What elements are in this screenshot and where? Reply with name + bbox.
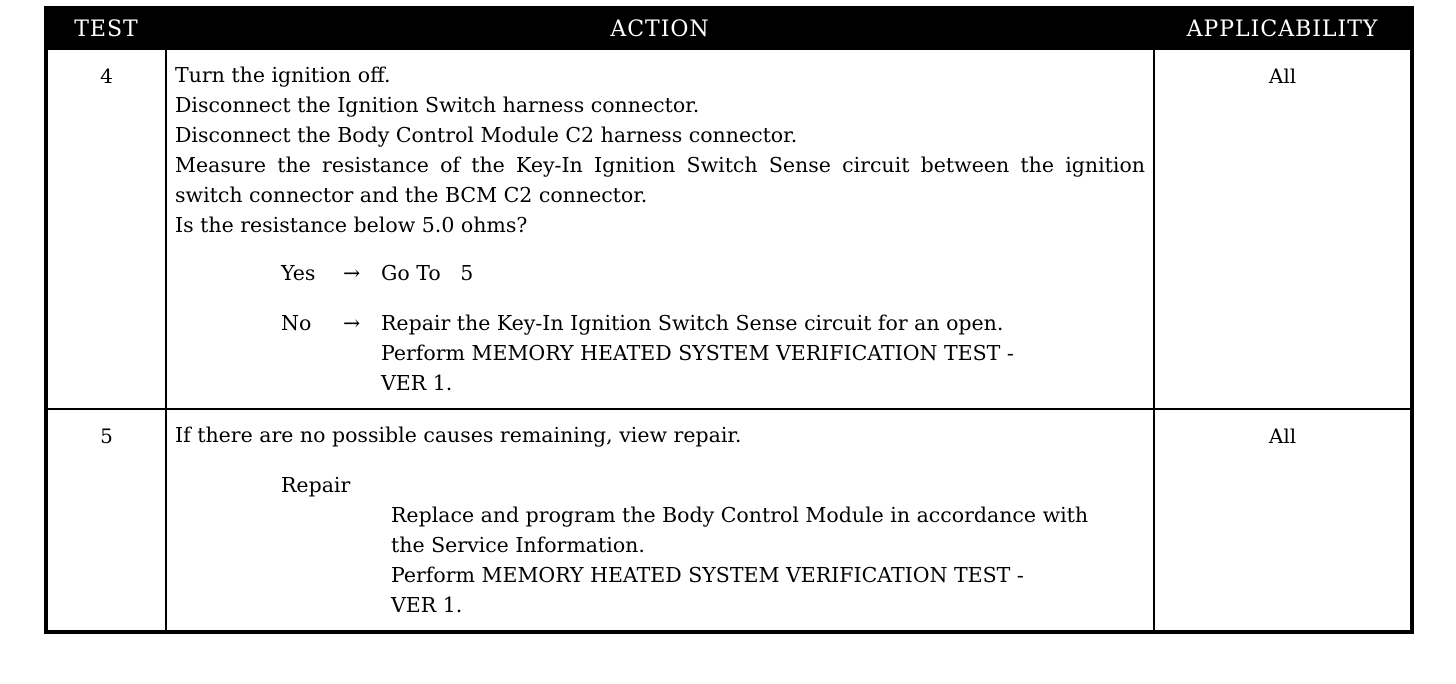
option-no [281,308,1145,398]
option-label: No [281,311,312,335]
applicability-value: All [1154,409,1412,632]
action-step: If there are no possible causes remaining, view repair. [175,423,742,447]
action-cell [166,409,1154,632]
action-step: Turn the ignition off. [175,63,391,87]
applicability-value: All [1154,49,1412,409]
option-label: Yes [281,261,316,285]
test-number: 4 [46,49,166,409]
repair-line: VER 1. [391,593,463,617]
column-header-action: ACTION [166,8,1154,49]
option-result-line: Go To 5 [381,261,474,285]
test-number: 5 [46,409,166,632]
action-step: Disconnect the Body Control Module C2 harness connector. [175,123,798,147]
action-step: Disconnect the Ignition Switch harness connector. [175,93,700,117]
table-row-test-5 [46,409,1412,632]
table-row-test-4 [46,49,1412,409]
diagnostic-test-table [44,6,1414,634]
repair-line: Replace and program the Body Control Module in accordance with [391,503,1089,527]
option-result [381,308,1145,398]
option-result [381,258,1145,288]
arrow-right-icon: → [343,311,361,335]
repair-label: Repair [281,473,351,497]
option-result-line: Repair the Key-In Ignition Switch Sense circuit for an open. [381,311,1004,335]
table-header-row [46,8,1412,49]
repair-line: Perform MEMORY HEATED SYSTEM VERIFICATION TEST - [391,563,1024,587]
action-cell [166,49,1154,409]
action-question: Is the resistance below 5.0 ohms? [175,213,528,237]
column-header-applicability: APPLICABILITY [1154,8,1412,49]
repair-instructions [391,500,1145,620]
repair-line: the Service Information. [391,533,645,557]
arrow-right-icon: → [343,261,361,285]
option-result-line: Perform MEMORY HEATED SYSTEM VERIFICATION TEST - [381,341,1014,365]
option-result-line: VER 1. [381,371,453,395]
column-header-test: TEST [46,8,166,49]
option-yes [281,258,1145,288]
action-step: Measure the resistance of the Key-In Ignition Switch Sense circuit between the ignition switch connector and the BCM C2 connector. [175,153,1145,207]
